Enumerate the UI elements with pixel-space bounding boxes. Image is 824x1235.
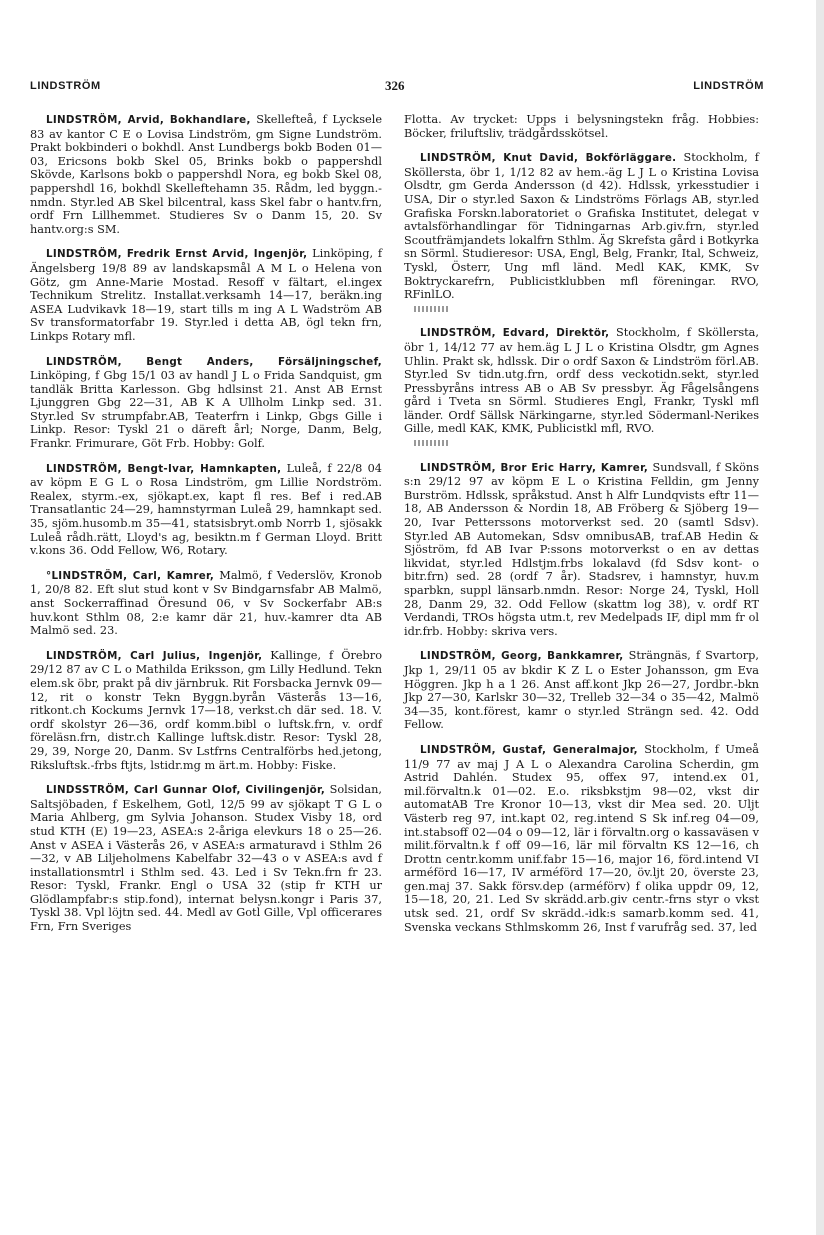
right-column [404, 113, 759, 945]
page-number: 326 [385, 78, 405, 93]
biography-entry: LINDSTRÖM, Bengt-Ivar, Hamnkapten, Luleå, f 22/8 04 av köpm E G L o Rosa Lindström, gm Lillie Nordström. Realex, styrm.-ex, sjökapt.ex, kapt fl res. Bef i red.AB Transatlantic 24—29, hamnstyrman Luleå 29, hamnkapt sed. 35, sjöm.husomb.m 35—41, statsisbryt.omb Norrb 1, sjösakk Luleå rådh.rätt, Lloyd's ag, besiktn.m f German Lloyd. Britt v.kons 36. Odd Fellow, W6, Rotary. [30, 461, 382, 558]
biography-entry: LINDSTRÖM, Georg, Bankkamrer, Strängnäs, f Svartorp, Jkp 1, 29/11 05 av bkdir K Z L o Ester Johansson, gm Eva Höggren. Jkp h a 1 26. Anst aff.kont Jkp 26—27, Jordbr.-bkn Jkp 27—30, Karlskr 30—32, Trelleb 32—34 o 35—42, Malmö 34—35, kont.förest, kamr o styr.led Strängn sed. 42. Odd Fellow. [404, 649, 759, 732]
biography-entry: LINDSSTRÖM, Carl Gunnar Olof, Civilingenjör, Solsidan, Saltsjöbaden, f Eskelhem, Gotl, 12/5 99 av sjökapt T G L o Maria Ahlberg, gm Sylvia Johanson. Studex Visby 18, ord stud KTH (E) 19—23, ASEA:s 2-åriga elevkurs 18 o 25—26. Anst v ASEA i Västerås 26, v ASEA:s armaturavd i Sthlm 26—32, v AB Liljeholmens Kabelfabr 32—43 o v ASEA:s avd f installationsmtrl i Sthlm sed. 43. Led i Sv Tekn.frn fr 23. Resor: Tyskl, Frankr. Engl o USA 32 (stip fr KTH ur Glödlampfabr:s stip.fond), internat belysn.kongr i Paris 37, Tyskl 38. Vpl löjtn sed. 44. Medl av Gotl Gille, Vpl officerares Frn, Frn Sveriges [30, 783, 382, 934]
biography-entry: LINDSTRÖM, Carl Julius, Ingenjör, Kallinge, f Örebro 29/12 87 av C L o Mathilda Eriksson, gm Lilly Hedlund. Tekn elem.sk öbr, prakt på div järnbruk. Rit Forsbacka Jernvk 09—12, rit o konstr Tekn Byggn.byrån Västerås 13—16, ritkont.ch Kockums Jernvk 17—18, verkst.ch där sed. 18. V. ordf skolstyr 26—36, ordf komm.bibl o luftsk.frn, v. ordf föreläsn.frn, distr.ch Kallinge luftsk.distr. Resor: Tyskl 28, 29, 39, Norge 20, Danm. Sv Lstfrns Centralförbs hed.jetong, Riksluftsk.-frbs ftjts, lstidr.mg m ärt.m. Hobby: Fiske. [30, 648, 382, 772]
biography-entry: LINDSTRÖM, Bengt Anders, Försäljningschef, Linköping, f Gbg 15/1 03 av handl J L o Frida Sandquist, gm tandläk Britta Karlesson. Gbg hdlsinst 21. Anst AB Ernst Ljunggren Gbg 22—31, AB K A Ullholm Linkp sed. 31. Styr.led Sv strumpfabr.AB, Teaterfrn i Linkp, Gbgs Gille i Linkp. Resor: Tyskl 21 o däreft årl; Norge, Danm, Belg, Frankr. Frimurare, Göt Frb. Hobby: Golf. [30, 355, 382, 451]
biography-entry: LINDSTRÖM, Fredrik Ernst Arvid, Ingenjör, Linköping, f Ängelsberg 19/8 89 av landskapsmål A M L o Helena von Götz, gm Anne-Marie Mostad. Resoff v fältart, el.ingex Technikum Strelitz. Installat.verksamh 14—17, beräkn.ing ASEA Ludvikavk 18—19, start tills m ing A L Wadström AB Sv transformatorfabr 19. Styr.led i detta AB, ögl tekn frn, Linkps Rotary mfl. [30, 247, 382, 343]
biography-entry: LINDSTRÖM, Gustaf, Generalmajor, Stockholm, f Umeå 11/9 77 av maj J A L o Alexandra Carolina Scherdin, gm Astrid Dahlén. Studex 95, offex 97, intend.ex 01, mil.förvaltn.k 01—02. E.o. riksbkstjm 98—02, vkst dir automatAB Tre Kronor 10—13, vkst dir Mea sed. 20. Uljt Västerb reg 97, int.kapt 02, reg.intend S Sk inf.reg 04—09, int.stabsoff 02—04 o 09—12, lär i förvaltn.org o kassaväsen v milit.förvaltn.k f off 09—16, lär mil förvaltn KS 12—16, ch Drottn centr.komm unif.fabr 15—16, major 16, förd.intend VI arméförd 16—17, IV arméförd 17—20, öv.ljt 20, överste 23, gen.maj 37. Sakk försv.dep (arméförv) f olika uppdr 09, 12, 15—18, 20, 21. Led Sv skrädd.arb.giv centr.-frns styr o vkst utsk sed. 21, ordf Sv skrädd.-idk:s samarb.komm sed. 41, Svenska veckans Sthlmskomm 26, Inst f varufråg sed. 37, led [404, 742, 759, 934]
page-header [30, 78, 764, 98]
header-right-keyword: LINDSTRÖM [693, 80, 764, 92]
scan-edge [816, 0, 824, 1235]
biography-entry: LINDSTRÖM, Bror Eric Harry, Kamrer, Sundsvall, f Sköns s:n 29/12 97 av köpm E L o Kristina Felldin, gm Jenny Burström. Hdlssk, språkstud. Anst h Alfr Lundqvists eftr 11—18, AB Andersson & Nordin 18, AB Fröberg & Sjöberg 19—20, Ivar Petterssons motorverkst sed. 20 (samtl Sdsv). Styr.led AB Automekan, Sdsv omnibusAB, traf.AB Hedin & Sjöström, fd AB Ivar P:ssons motorverkst o en av dettas likvidat, styr.led Hdlstjm.frbs lokalavd (fd Sdsv kont- o bitr.frn) sed. 28 (ordf 7 år). Stadsrev, i hamnstyr, huv.m sparbkn, suppl länsarb.nmdn. Resor: Norge 24, Tyskl, Holl 28, Danm 29, 32. Odd Fellow (skattm log 38), v. ordf RT Verdandi, TROs högsta utm.t, rev Medelpads IF, dipl mm fr ol idr.frb. Hobby: skriva vers. [404, 460, 759, 638]
biography-entry: °LINDSTRÖM, Carl, Kamrer, Malmö, f Vederslöv, Kronob 1, 20/8 82. Eft slut stud kont v Sv Bindgarnsfabr AB Malmö, anst Sockerraffinad Öresund 06, v Sv Sockerfabr AB:s huv.kont Sthlm 08, 2:e kamr där 21, huv.-kamrer dta AB Malmö sed. 23. [30, 568, 383, 638]
print-mark-icon [414, 306, 450, 312]
left-column [30, 113, 382, 945]
print-mark-icon [414, 440, 450, 446]
biography-entry: LINDSTRÖM, Edvard, Direktör, Stockholm, f Sköllersta, öbr 1, 14/12 77 av hem.äg L J L o Kristina Olsdtr, gm Agnes Uhlin. Prakt sk, hdlssk. Dir o ordf Saxon & Lindström förl.AB. Styr.led Sv tidn.utg.frn, ordf dess veckotidn.sekt, styr.led Pressbyråns intress AB o AB Sv pressbyr. Äg Fågelsångens gård i Tveta sn Sörml. Studieres Engl, Frankr, Tyskl mfl länder. Ordf Sällsk Närkingarne, styr.led Södermanl-Nerikes Gille, medl KAK, KMK, Publicistkl mfl, RVO. [404, 326, 759, 449]
header-left-keyword: LINDSTRÖM [30, 80, 101, 92]
biography-entry: LINDSTRÖM, Knut David, Bokförläggare. Stockholm, f Sköllersta, öbr 1, 1/12 82 av hem.-äg L J L o Kristina Lovisa Olsdtr, gm Gerda Andersson (d 42). Hdlssk, yrkesstudier i USA, Dir o styr.led Saxon & Lindströms Förlags AB, styr.led Grafiska Forskn.laboratoriet o Grafiska Institutet, delegat v avtalsförhandlingar för Tidningarnas Arb.giv.frn, styr.led Scoutfrämjandets lokalfrn Sthlm. Äg Skrefsta gård i Botkyrka sn Sörml. Studieresor: USA, Engl, Belg, Frankr, Ital, Schweiz, Tyskl, Österr, Ung mfl länd. Medl KAK, KMK, Sv Boktryckarefrn, Publicistklubben mfl föreningar. RVO, RFinlLO. [404, 151, 759, 315]
continued-entry-text: Flotta. Av trycket: Upps i belysningstekn fråg. Hobbies: Böcker, friluftsliv, trädgårdsskötsel. [404, 113, 759, 140]
biography-entry: LINDSTRÖM, Arvid, Bokhandlare, Skellefteå, f Lycksele 83 av kantor C E o Lovisa Lindström, gm Signe Lundström. Prakt bokbinderi o bokhdl. Anst Lundbergs bokb Boden 01—03, Ericsons bokb Skel 05, Brinks bokb o pappershdl Skövde, Karlsons bokb o pappershdl Nora, eg bokb Skel 08, pappershdl 16, bokhdl Skelleftehamn 35. Rådm, led byggn.-nmdn. Styr.led AB Skel bilcentral, kass Skel fabr o hantv.frn, ordf Frn Lillhemmet. Studieres Sv o Danm 15, 20. Sv hantv.org:s SM. [30, 113, 383, 236]
